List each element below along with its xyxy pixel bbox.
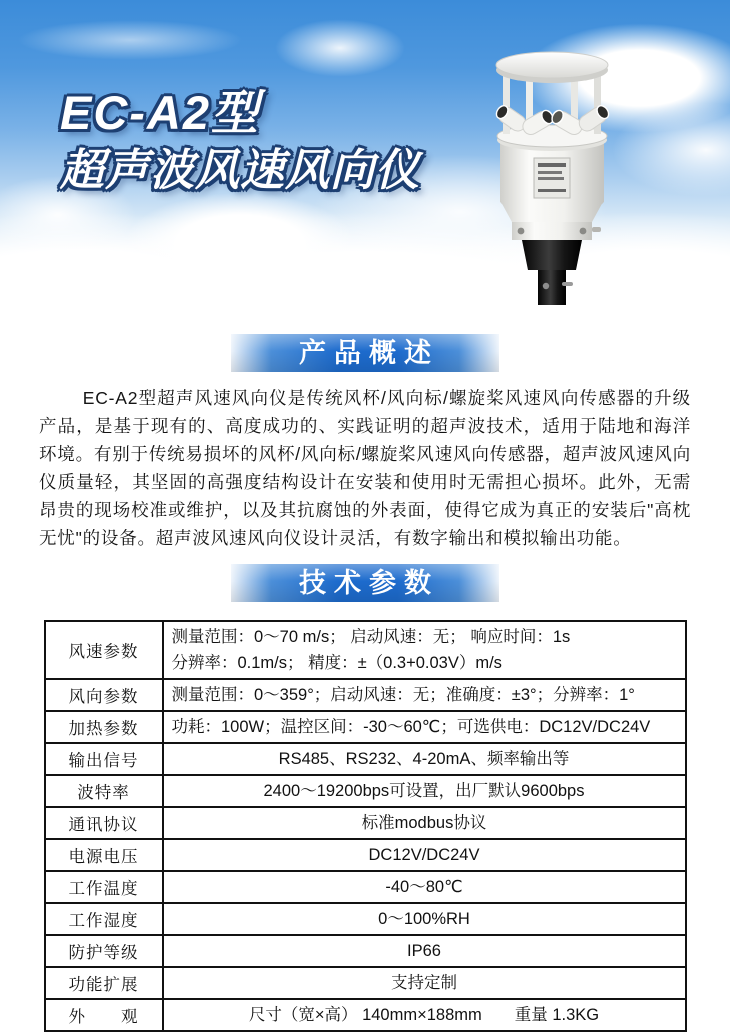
spec-value: RS485、RS232、4-20mA、频率输出等 xyxy=(163,743,686,775)
spec-row xyxy=(45,903,686,935)
hero-title xyxy=(60,86,420,196)
spec-label: 外 观 xyxy=(45,999,163,1031)
spec-row xyxy=(45,711,686,743)
product-name-title: 超声波风速风向仪 xyxy=(60,145,420,195)
spec-label: 风速参数 xyxy=(45,621,163,679)
spec-label: 工作湿度 xyxy=(45,903,163,935)
spec-label: 通讯协议 xyxy=(45,807,163,839)
spec-row xyxy=(45,621,686,679)
spec-label: 风向参数 xyxy=(45,679,163,711)
spec-label: 工作温度 xyxy=(45,871,163,903)
spec-value: 标准modbus协议 xyxy=(163,807,686,839)
spec-value: 0～100%RH xyxy=(163,903,686,935)
product-model-title: EC-A2型 xyxy=(60,86,261,139)
section-heading-tech-params: 技术参数 xyxy=(231,564,499,602)
spec-value: 尺寸（宽×高） 140mm×188mm 重量 1.3KG xyxy=(163,999,686,1031)
spec-value: DC12V/DC24V xyxy=(163,839,686,871)
spec-label: 加热参数 xyxy=(45,711,163,743)
spec-value: 测量范围：0～70 m/s； 启动风速：无； 响应时间：1s 分辨率：0.1m/s； 精度：±（0.3+0.03V）m/s xyxy=(163,621,686,679)
spec-value: 支持定制 xyxy=(163,967,686,999)
overview-paragraph: EC-A2型超声风速风向仪是传统风杯/风向标/螺旋桨风速风向传感器的升级产品，是基于现有的、高度成功的、实践证明的超声波技术，适用于陆地和海洋环境。有别于传统易损坏的风杯/风向标/螺旋桨风速风向传感器，超声波风速风向仪质量轻，其坚固的高强度结构设计在安装和使用时无需担心损坏。此外，无需昂贵的现场校准或维护，以及其抗腐蚀的外表面，使得它成为真正的安装后"高枕无忧"的设备。超声波风速风向仪设计灵活，有数字输出和模拟输出功能。 xyxy=(39,388,691,548)
spec-label: 防护等级 xyxy=(45,935,163,967)
spec-label: 电源电压 xyxy=(45,839,163,871)
spec-label: 输出信号 xyxy=(45,743,163,775)
section-heading-product-overview: 产品概述 xyxy=(231,334,499,372)
spec-value: 功耗：100W；温控区间：-30～60℃；可选供电：DC12V/DC24V xyxy=(163,711,686,743)
specs-table xyxy=(44,620,687,1032)
spec-row xyxy=(45,679,686,711)
spec-value: 测量范围：0～359°；启动风速：无；准确度：±3°；分辨率：1° xyxy=(163,679,686,711)
product-photo-anemometer xyxy=(476,24,716,305)
spec-label: 波特率 xyxy=(45,775,163,807)
spec-value: IP66 xyxy=(163,935,686,967)
spec-row xyxy=(45,967,686,999)
spec-label: 功能扩展 xyxy=(45,967,163,999)
spec-row xyxy=(45,935,686,967)
spec-row xyxy=(45,871,686,903)
hero-banner xyxy=(0,0,730,305)
spec-value: -40～80℃ xyxy=(163,871,686,903)
spec-row xyxy=(45,807,686,839)
spec-row xyxy=(45,999,686,1031)
spec-value: 2400～19200bps可设置，出厂默认9600bps xyxy=(163,775,686,807)
spec-row xyxy=(45,743,686,775)
spec-row xyxy=(45,839,686,871)
spec-row xyxy=(45,775,686,807)
